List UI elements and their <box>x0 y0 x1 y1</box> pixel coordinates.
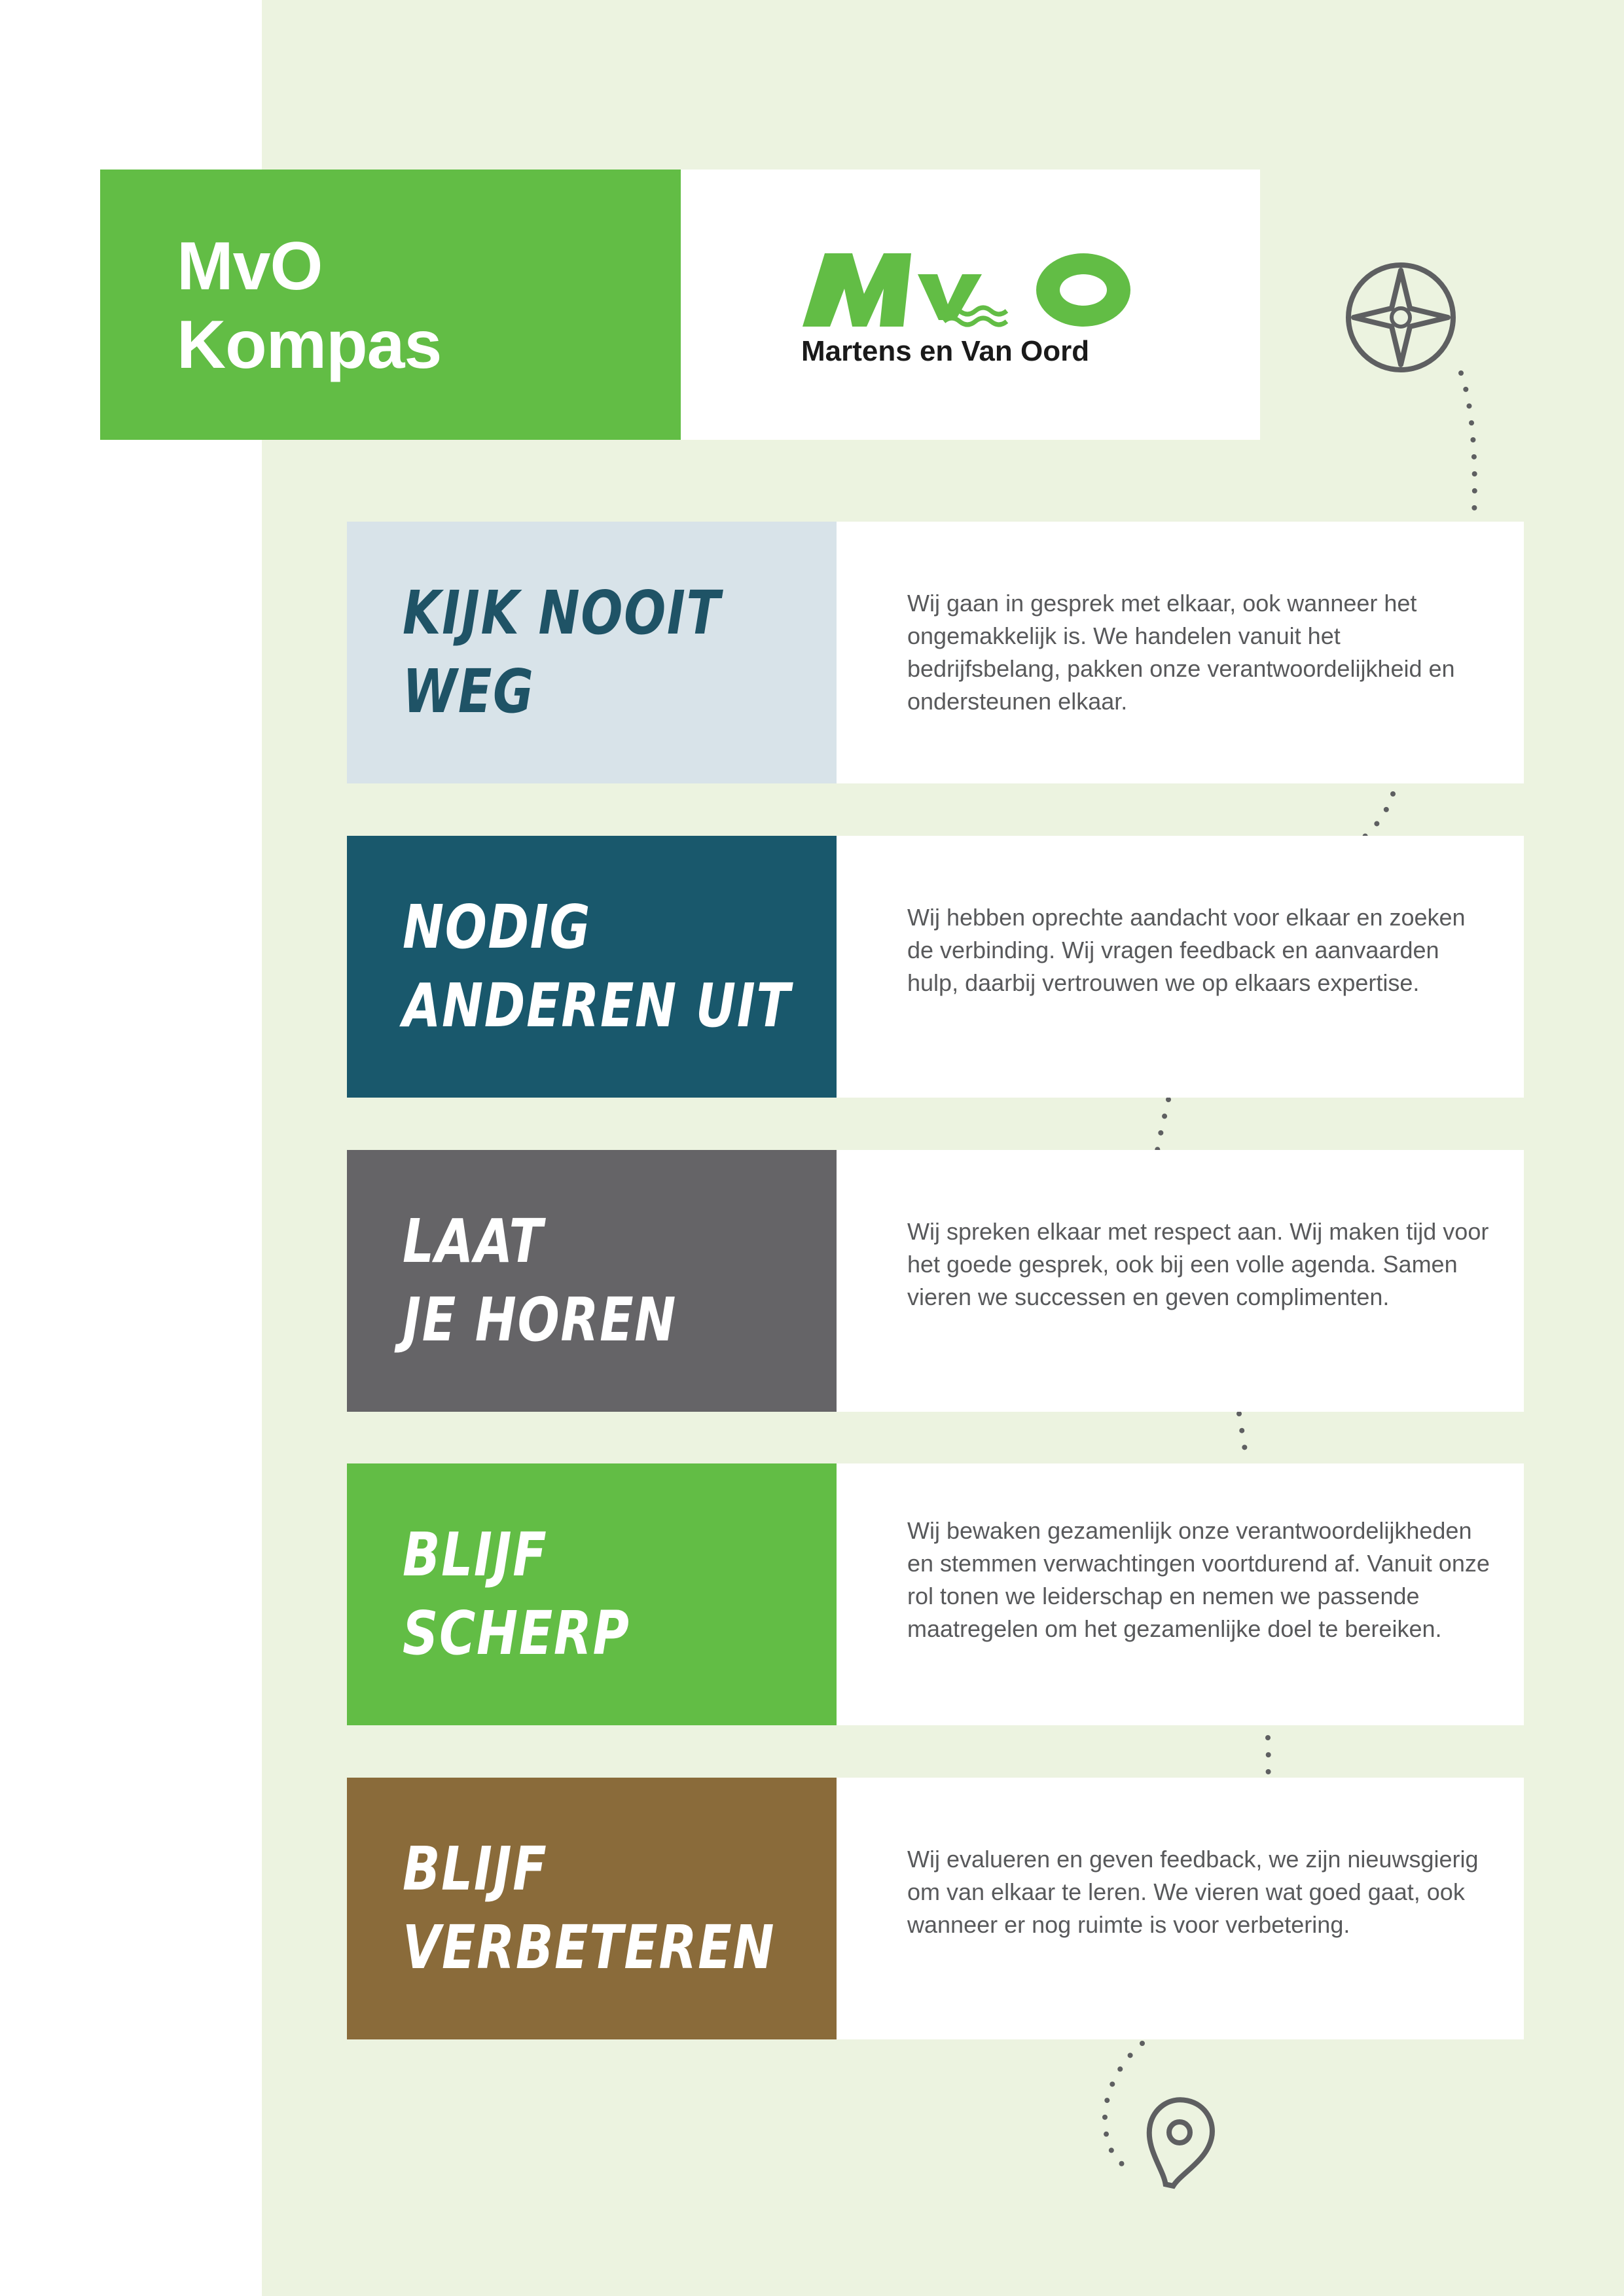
value-title-4-line-1: BLIJF <box>403 1520 548 1590</box>
value-description-1: Wij gaan in gesprek met elkaar, ook wanneer het ongemakkelijk is. We handelen vanuit het bedrijfsbelang, pakken onze verantwoordelijkheid en ondersteunen elkaar. <box>907 590 1455 715</box>
logo-wave-2 <box>944 318 1007 325</box>
title-block <box>100 170 681 440</box>
value-description-4: Wij bewaken gezamenlijk onze verantwoordelijkheden en stemmen verwachtingen voortdurend af. Vanuit onze rol tonen we leiderschap en nemen we passende maatregelen om het gezamenlijke doel te bereiken. <box>907 1517 1490 1642</box>
value-text-box-1 <box>837 522 1524 783</box>
value-title-1-line-1: KIJK NOOIT <box>403 578 721 648</box>
value-title-2-line-1: NODIG <box>403 892 592 962</box>
value-text-box-5 <box>837 1778 1524 2039</box>
logo-letter-m <box>803 253 911 327</box>
title-line-1: MvO <box>177 228 323 304</box>
value-label-box-2 <box>347 836 837 1098</box>
value-title-4-line-2: SCHERP <box>403 1598 630 1668</box>
value-description-3: Wij spreken elkaar met respect aan. Wij maken tijd voor het goede gesprek, ook bij een volle agenda. Samen vieren we successen en geven complimenten. <box>907 1218 1489 1310</box>
value-row-1 <box>347 522 1524 783</box>
value-row-3 <box>347 1150 1524 1412</box>
value-title-1-line-2: WEG <box>403 656 535 726</box>
value-description-5: Wij evalueren en geven feedback, we zijn nieuwsgierig om van elkaar te leren. We vieren wat goed gaat, ook wanneer er nog ruimte is voor verbetering. <box>907 1846 1479 1938</box>
value-row-5 <box>347 1778 1524 2039</box>
value-text-box-4 <box>837 1463 1524 1725</box>
value-title-5-line-2: VERBETEREN <box>403 1912 776 1982</box>
value-title-3-line-1: LAAT <box>403 1206 544 1276</box>
map-pin-icon <box>1139 2094 1218 2193</box>
value-text-box-3 <box>837 1150 1524 1412</box>
logo-block <box>681 170 1260 440</box>
value-label-box-3 <box>347 1150 837 1412</box>
value-label-box-1 <box>347 522 837 783</box>
title-line-2: Kompas <box>177 307 442 383</box>
mvo-logo <box>799 248 1139 372</box>
value-title-2-line-2: ANDEREN UIT <box>403 971 791 1041</box>
logo-subtitle: Martens en Van Oord <box>801 335 1090 367</box>
value-title-5-line-1: BLIJF <box>403 1834 548 1904</box>
value-row-4 <box>347 1463 1524 1725</box>
value-label-box-4 <box>347 1463 837 1725</box>
value-label-box-5 <box>347 1778 837 2039</box>
value-description-2: Wij hebben oprechte aandacht voor elkaar en zoeken de verbinding. Wij vragen feedback en aanvaarden hulp, daarbij vertrouwen we op elkaars expertise. <box>907 904 1466 996</box>
compass-icon <box>1342 259 1460 376</box>
value-row-2 <box>347 836 1524 1098</box>
value-text-box-2 <box>837 836 1524 1098</box>
value-title-3-line-2: JE HOREN <box>403 1285 677 1355</box>
